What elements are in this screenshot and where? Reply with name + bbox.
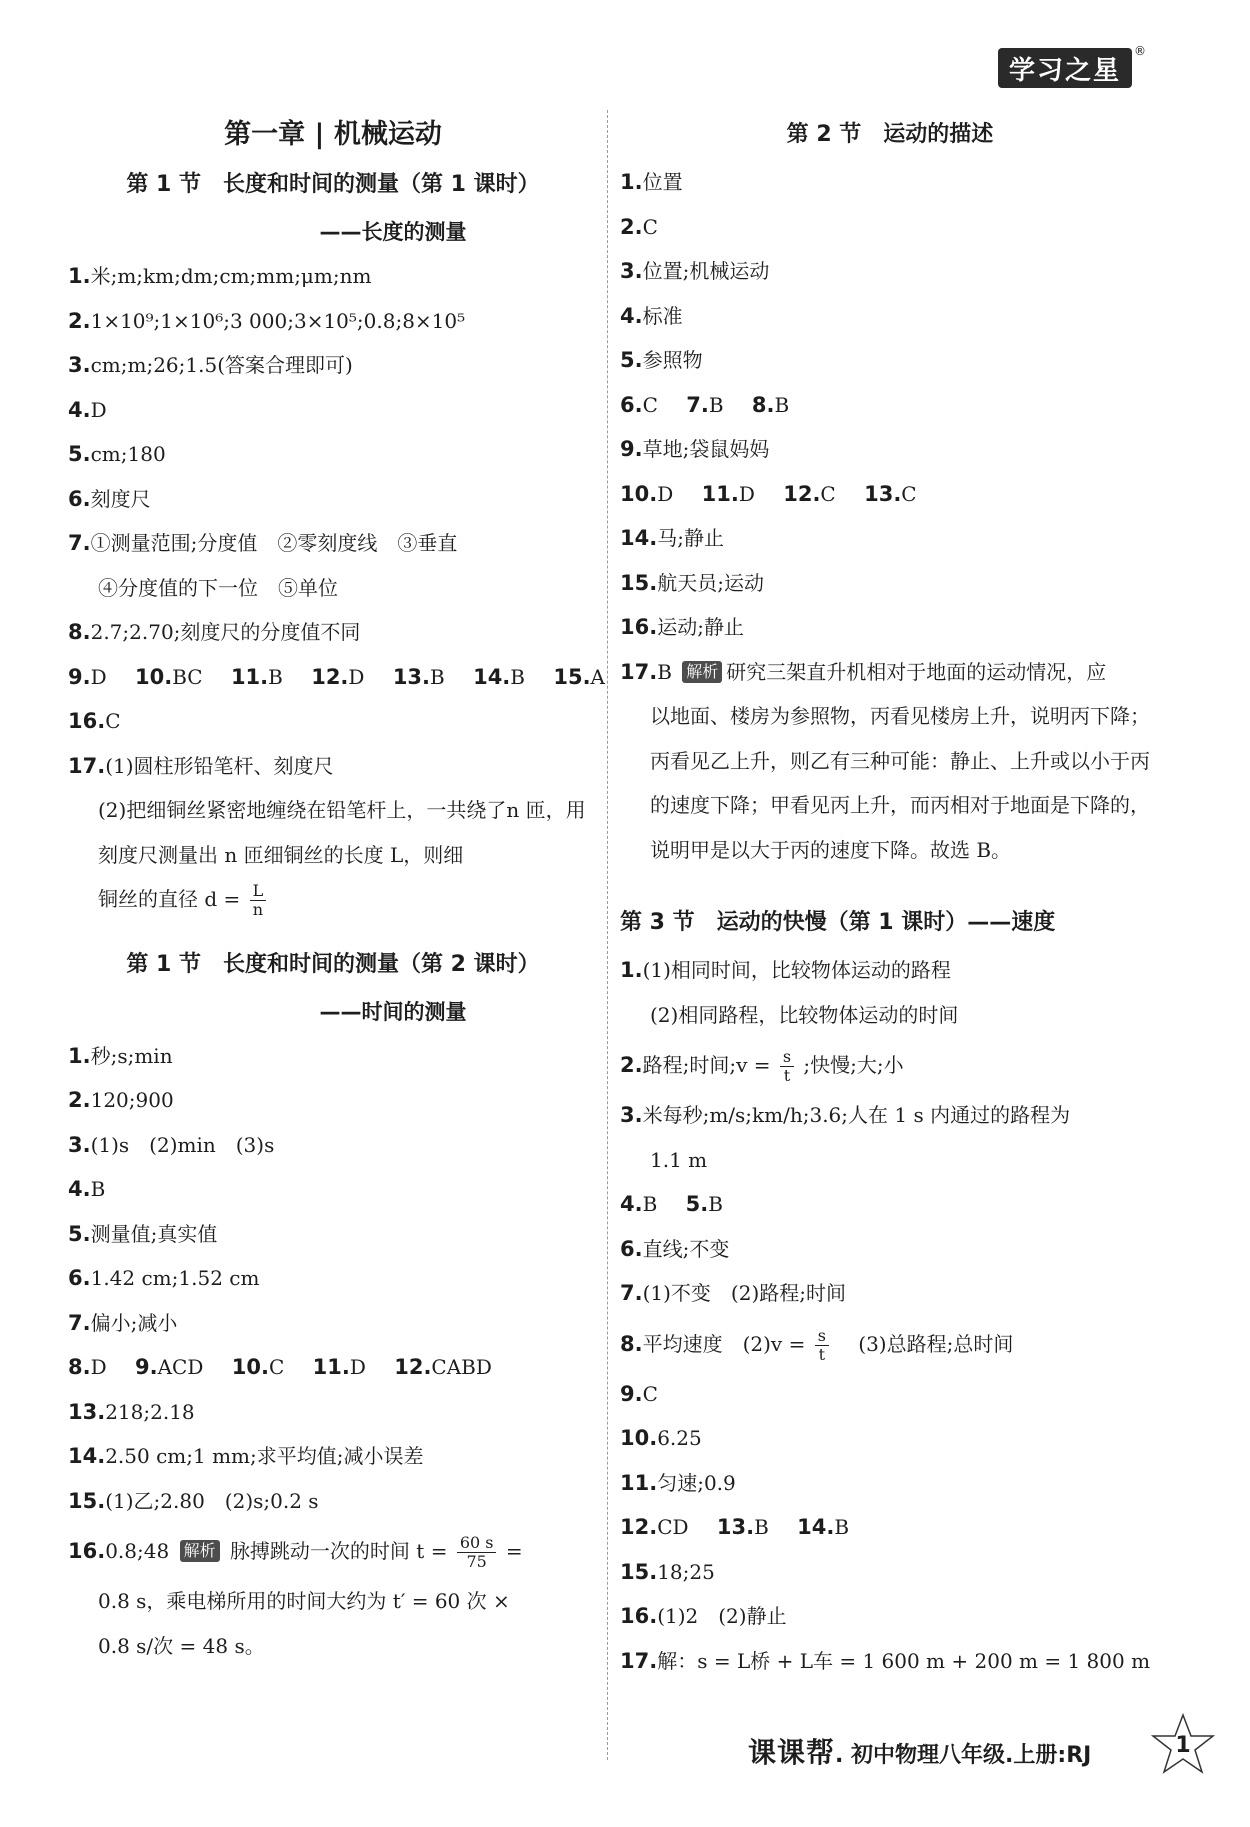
answer-continuation: (2)把细铜丝紧密地缠绕在铅笔杆上，一共绕了n 匝，用刻度尺测量出 n 匝细铜丝的长度 L，则细 (98, 798, 586, 867)
answer-item: 15.航天员;运动 (620, 570, 764, 595)
section-1-1-subtitle: ——长度的测量 (319, 220, 467, 244)
answer-continuation: ④分度值的下一位 ⑤单位 (98, 575, 338, 600)
answer-item: 2.路程;时间;v = $\frac{s}{t}$ ;快慢;大;小 (620, 1047, 904, 1085)
answer-item: 17.解：s = L桥 + L车 = 1 600 m + 200 m = 1 800 m (620, 1648, 1151, 1673)
registered-mark: ® (1134, 44, 1146, 58)
answer-item: 10.6.25 (620, 1426, 702, 1450)
answer-item: 7.偏小;减小 (68, 1310, 178, 1335)
column-divider (607, 110, 608, 1760)
answer-item: 11.匀速;0.9 (620, 1470, 736, 1495)
answer-item: 4.标准 (620, 303, 683, 328)
section-1-1-title: 第 1 节 长度和时间的测量（第 1 课时） (126, 172, 540, 197)
answer-item: 6.直线;不变 (620, 1236, 730, 1261)
answer-item: 2.1×10⁹;1×10⁶;3 000;3×10⁵;0.8;8×10⁵ (68, 308, 466, 333)
page-number: 1 (1150, 1712, 1216, 1778)
answer-item: 17.B 解析 研究三架直升机相对于地面的运动情况，应 (620, 659, 1107, 684)
answer-continuation: 1.1 m (650, 1147, 708, 1172)
answer-item: 1.秒;s;min (68, 1043, 173, 1068)
answer-item: 15.18;25 (620, 1559, 715, 1584)
section-3-title: 第 3 节 运动的快慢（第 1 课时）——速度 (620, 910, 1056, 935)
footer-book-info: . 初中物理八年级.上册:RJ (835, 1743, 1092, 1768)
answer-item: 12.CD 13.B 14.B (620, 1515, 850, 1539)
answer-item: 8.D 9.ACD 10.C 11.D 12.CABD (68, 1355, 492, 1379)
analysis-tag: 解析 (180, 1540, 220, 1562)
answer-item: 7.(1)不变 (2)路程;时间 (620, 1281, 846, 1305)
answer-item: 14.2.50 cm;1 mm;求平均值;减小误差 (68, 1444, 424, 1468)
answer-item: 10.D 11.D 12.C 13.C (620, 481, 917, 506)
answer-item: 8.2.7;2.70;刻度尺的分度值不同 (68, 620, 361, 644)
answer-continuation: 0.8 s，乘电梯所用的时间大约为 t′ = 60 次 × (98, 1589, 510, 1613)
answer-item: 6.C 7.B 8.B (620, 392, 790, 417)
left-column (68, 110, 605, 1668)
fraction: $\frac{60 s}{75}$ (457, 1534, 497, 1571)
fraction: $\frac{s}{t}$ (815, 1327, 829, 1364)
answer-item: 16.0.8;48 解析 脉搏跳动一次的时间 t = $\frac{60 s}{75}$ = (68, 1533, 523, 1571)
answer-item: 1.(1)相同时间，比较物体运动的路程 (620, 958, 951, 982)
section-1-2-subtitle: ——时间的测量 (319, 999, 467, 1024)
answer-item: 15.(1)乙;2.80 (2)s;0.2 s (68, 1488, 319, 1513)
answer-item: 6.1.42 cm;1.52 cm (68, 1266, 260, 1290)
answer-item: 9.D 10.BC 11.B 12.D 13.B 14.B 15.A (68, 664, 605, 689)
answer-formula: 铜丝的直径 d = $\frac{L}{n}$ (68, 877, 598, 922)
fraction: $\frac{s}{t}$ (780, 1048, 794, 1085)
answer-item: 13.218;2.18 (68, 1399, 195, 1424)
footer (748, 1730, 1091, 1776)
section-2-title: 第 2 节 运动的描述 (786, 122, 994, 147)
answer-explanation: 以地面、楼房为参照物，丙看见楼房上升，说明丙下降；丙看见乙上升，则乙有三种可能：静止、上升或以小于丙的速度下降；甲看见丙上升，而丙相对于地面是下降的，说明甲是以大于丙的速度下降。故选 B。 (650, 704, 1150, 862)
answer-item: 16.运动;静止 (620, 615, 744, 639)
answer-item: 4.B (68, 1177, 106, 1201)
answer-item: 14.马;静止 (620, 526, 724, 550)
answer-item: 4.D (68, 397, 107, 422)
chapter-title: 第一章 | 机械运动 (224, 119, 442, 150)
answer-item: 5.参照物 (620, 348, 703, 372)
answer-item: 9.草地;袋鼠妈妈 (620, 437, 770, 461)
right-column (620, 110, 1160, 1683)
answer-item: 5.cm;180 (68, 442, 166, 466)
answer-item: 16.(1)2 (2)静止 (620, 1604, 787, 1628)
answer-item: 16.C (68, 709, 121, 733)
answer-item: 6.刻度尺 (68, 486, 151, 511)
footer-brand: 课课帮 (748, 1736, 836, 1769)
answer-item: 1.米;m;km;dm;cm;mm;μm;nm (68, 264, 372, 288)
answer-item: 1.位置 (620, 170, 683, 194)
section-1-2-title: 第 1 节 长度和时间的测量（第 2 课时） (126, 951, 540, 977)
answer-continuation: (2)相同路程，比较物体运动的时间 (650, 1002, 959, 1027)
answer-item: 2.120;900 (68, 1088, 174, 1112)
answer-item: 4.B 5.B (620, 1192, 723, 1216)
answer-item: 17.(1)圆柱形铅笔杆、刻度尺 (68, 753, 334, 778)
answer-item: 8.平均速度 (2)v = $\frac{s}{t}$ (3)总路程;总时间 (620, 1325, 1014, 1364)
answer-item: 5.测量值;真实值 (68, 1221, 218, 1246)
answer-item: 3.cm;m;26;1.5(答案合理即可) (68, 353, 353, 377)
answer-item: 9.C (620, 1381, 658, 1406)
fraction: $\frac{L}{n}$ (250, 882, 267, 919)
answer-item: 7.①测量范围;分度值 ②零刻度线 ③垂直 (68, 531, 458, 555)
answer-item: 3.米每秒;m/s;km/h;3.6;人在 1 s 内通过的路程为 (620, 1103, 1071, 1127)
answer-continuation: 0.8 s/次 = 48 s。 (98, 1633, 265, 1658)
answer-item: 2.C (620, 214, 658, 239)
analysis-tag: 解析 (682, 661, 722, 683)
answer-item: 3.(1)s (2)min (3)s (68, 1132, 275, 1157)
publisher-logo: 学习之星 (998, 48, 1132, 88)
answer-item: 3.位置;机械运动 (620, 259, 770, 283)
